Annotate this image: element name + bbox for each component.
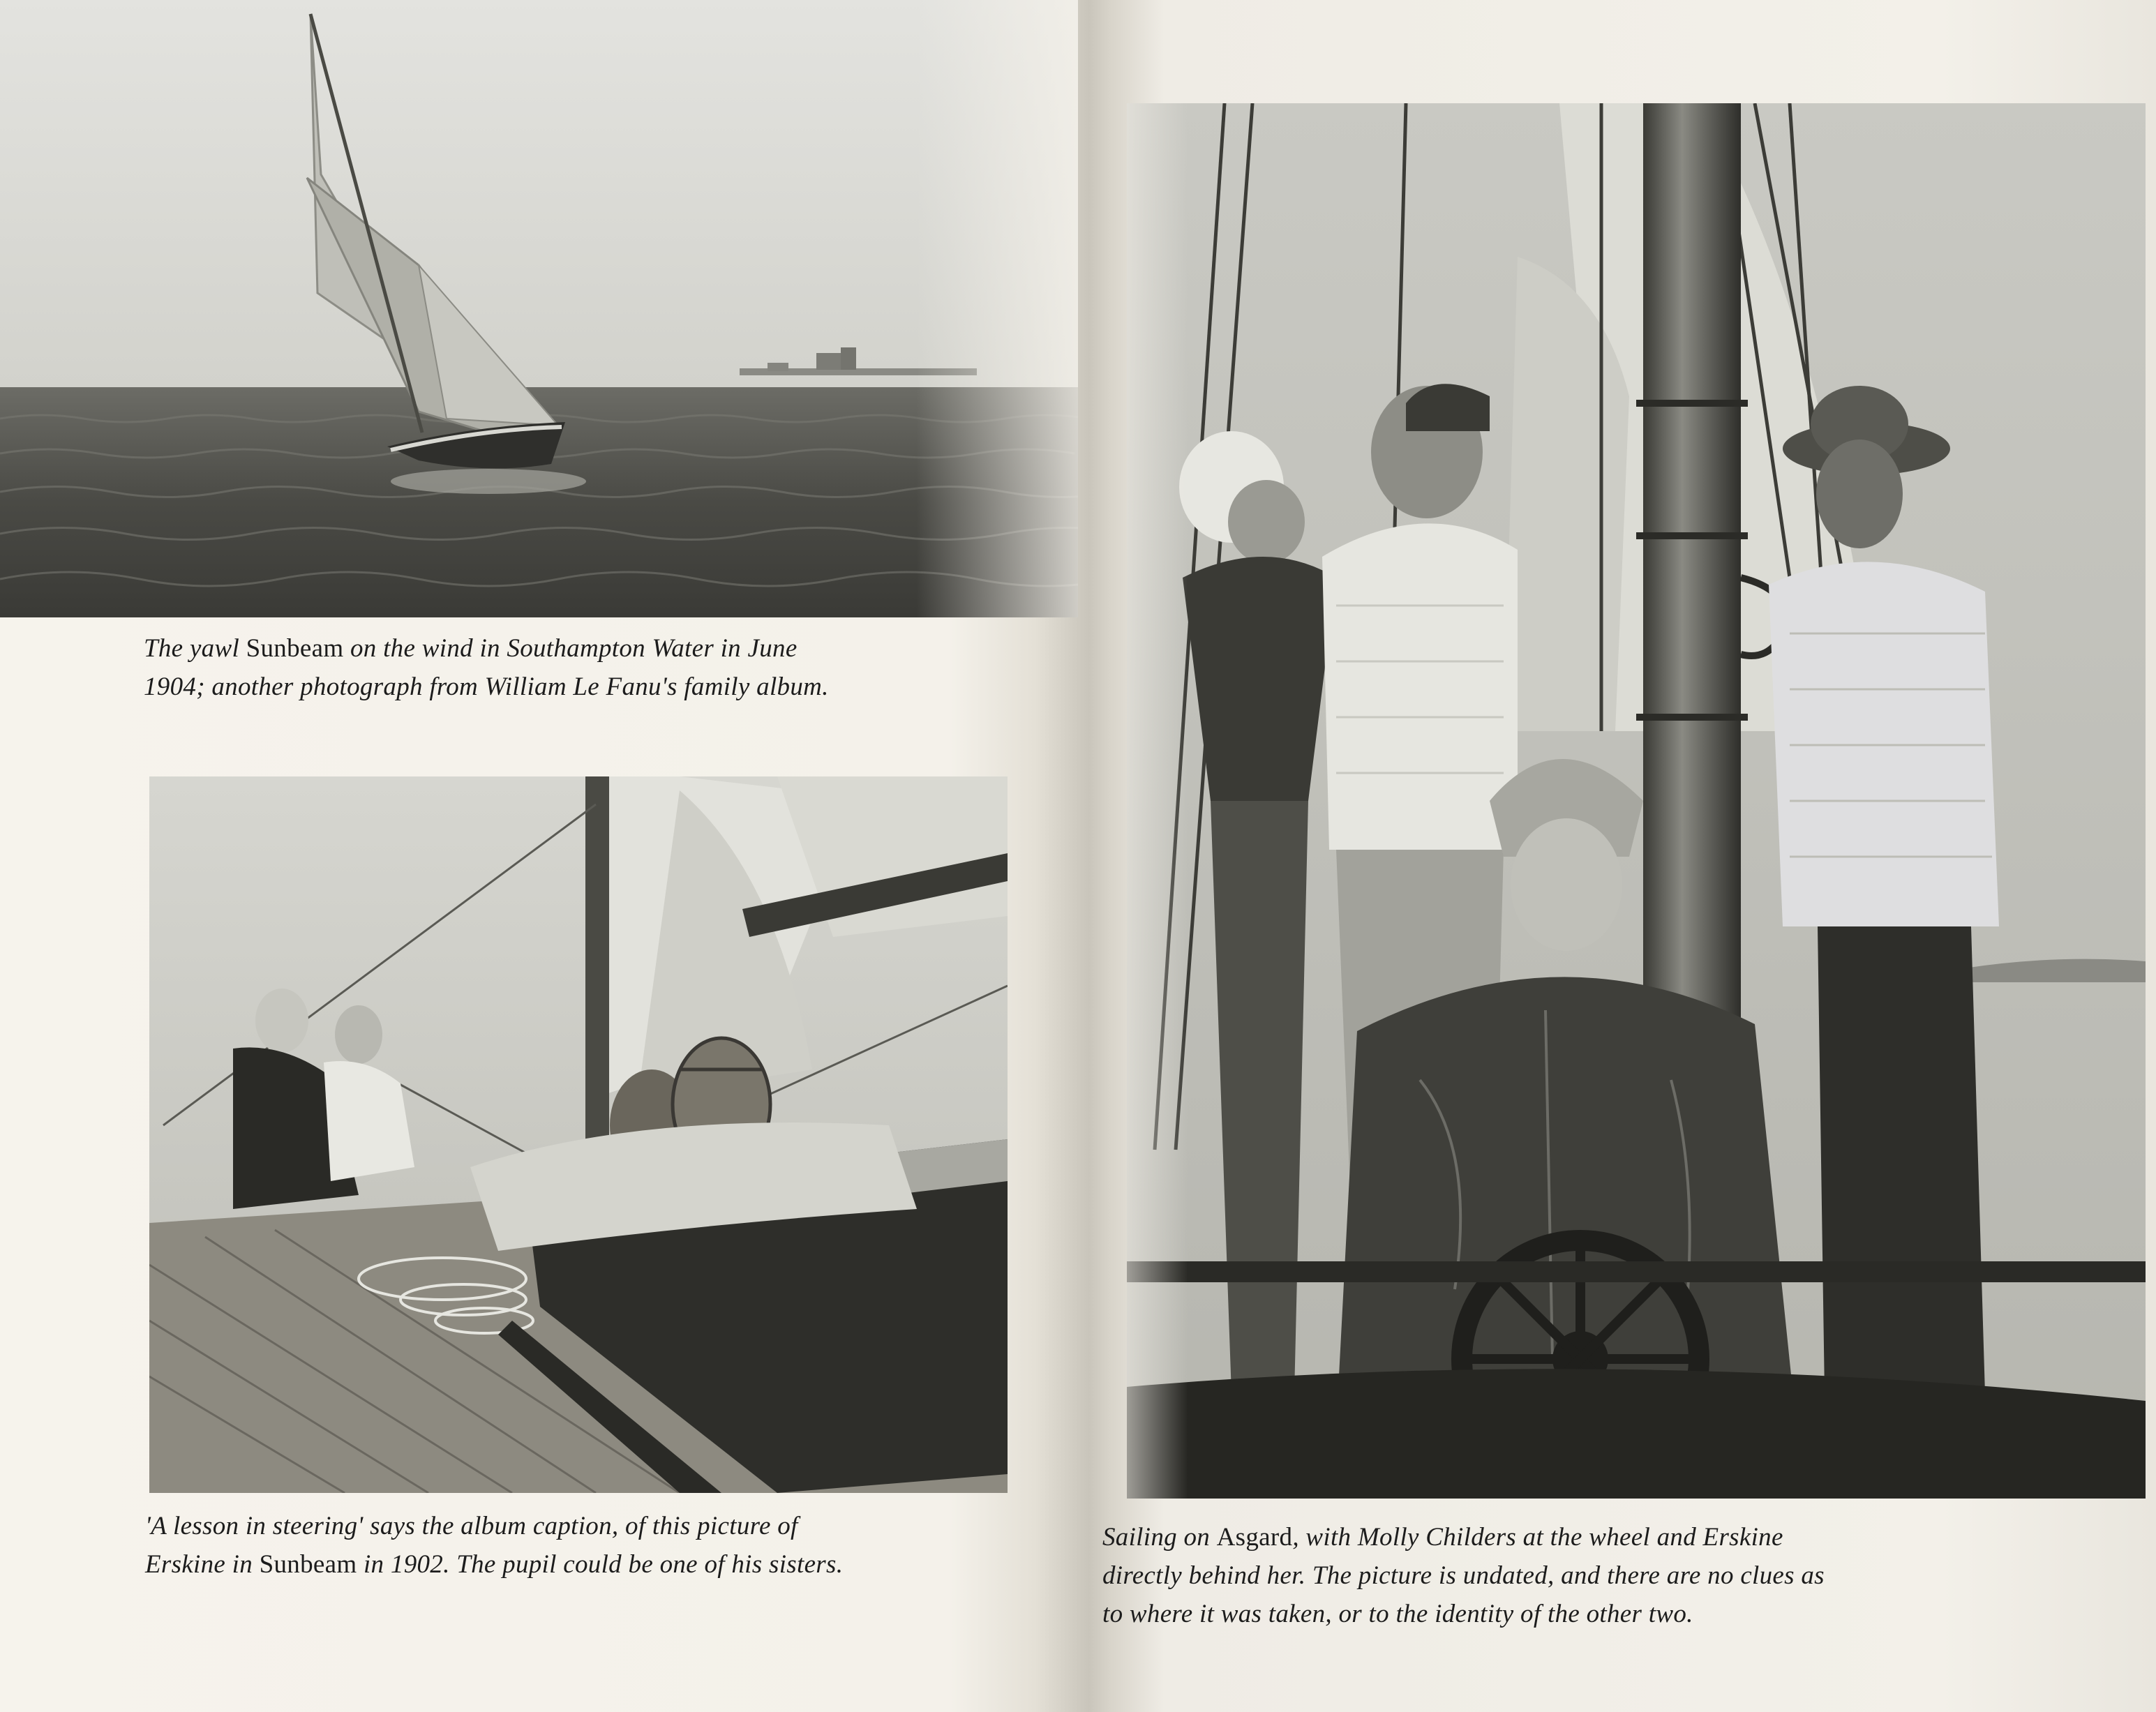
caption-lesson-steering (145, 1507, 1052, 1584)
ship-name: Sunbeam (246, 634, 344, 663)
caption-text: in 1902. The pupil could be one of his sisters. (357, 1550, 844, 1579)
caption-text: , with Molly Childers at the wheel and Erskine (1292, 1523, 1783, 1552)
right-page (1078, 0, 2156, 1712)
caption-text: on the wind in Southampton Water in June (343, 634, 798, 663)
caption-line: directly behind her. The picture is undated, and there are no clues as (1102, 1561, 1825, 1590)
caption-line: 'A lesson in steering' says the album caption, of this picture of (145, 1512, 798, 1540)
photo-sunbeam-sailing (0, 0, 1078, 617)
caption-line: to where it was taken, or to the identity of the other two. (1102, 1600, 1693, 1628)
photo-lesson-steering (149, 776, 1008, 1493)
caption-sunbeam-wind (144, 629, 1051, 706)
photo-asgard-crew (1127, 103, 2146, 1499)
caption-text: Erskine in (145, 1550, 260, 1579)
ship-name: Asgard (1216, 1523, 1293, 1552)
caption-line (145, 1545, 1052, 1584)
caption-asgard (1102, 1518, 2135, 1633)
caption-text: Sailing on (1102, 1523, 1217, 1552)
caption-line (144, 629, 1051, 668)
ship-name: Sunbeam (259, 1550, 357, 1579)
caption-line: 1904; another photograph from William Le Fanu's family album. (144, 673, 829, 701)
caption-text: The yawl (144, 634, 246, 663)
caption-line (1102, 1518, 2135, 1556)
